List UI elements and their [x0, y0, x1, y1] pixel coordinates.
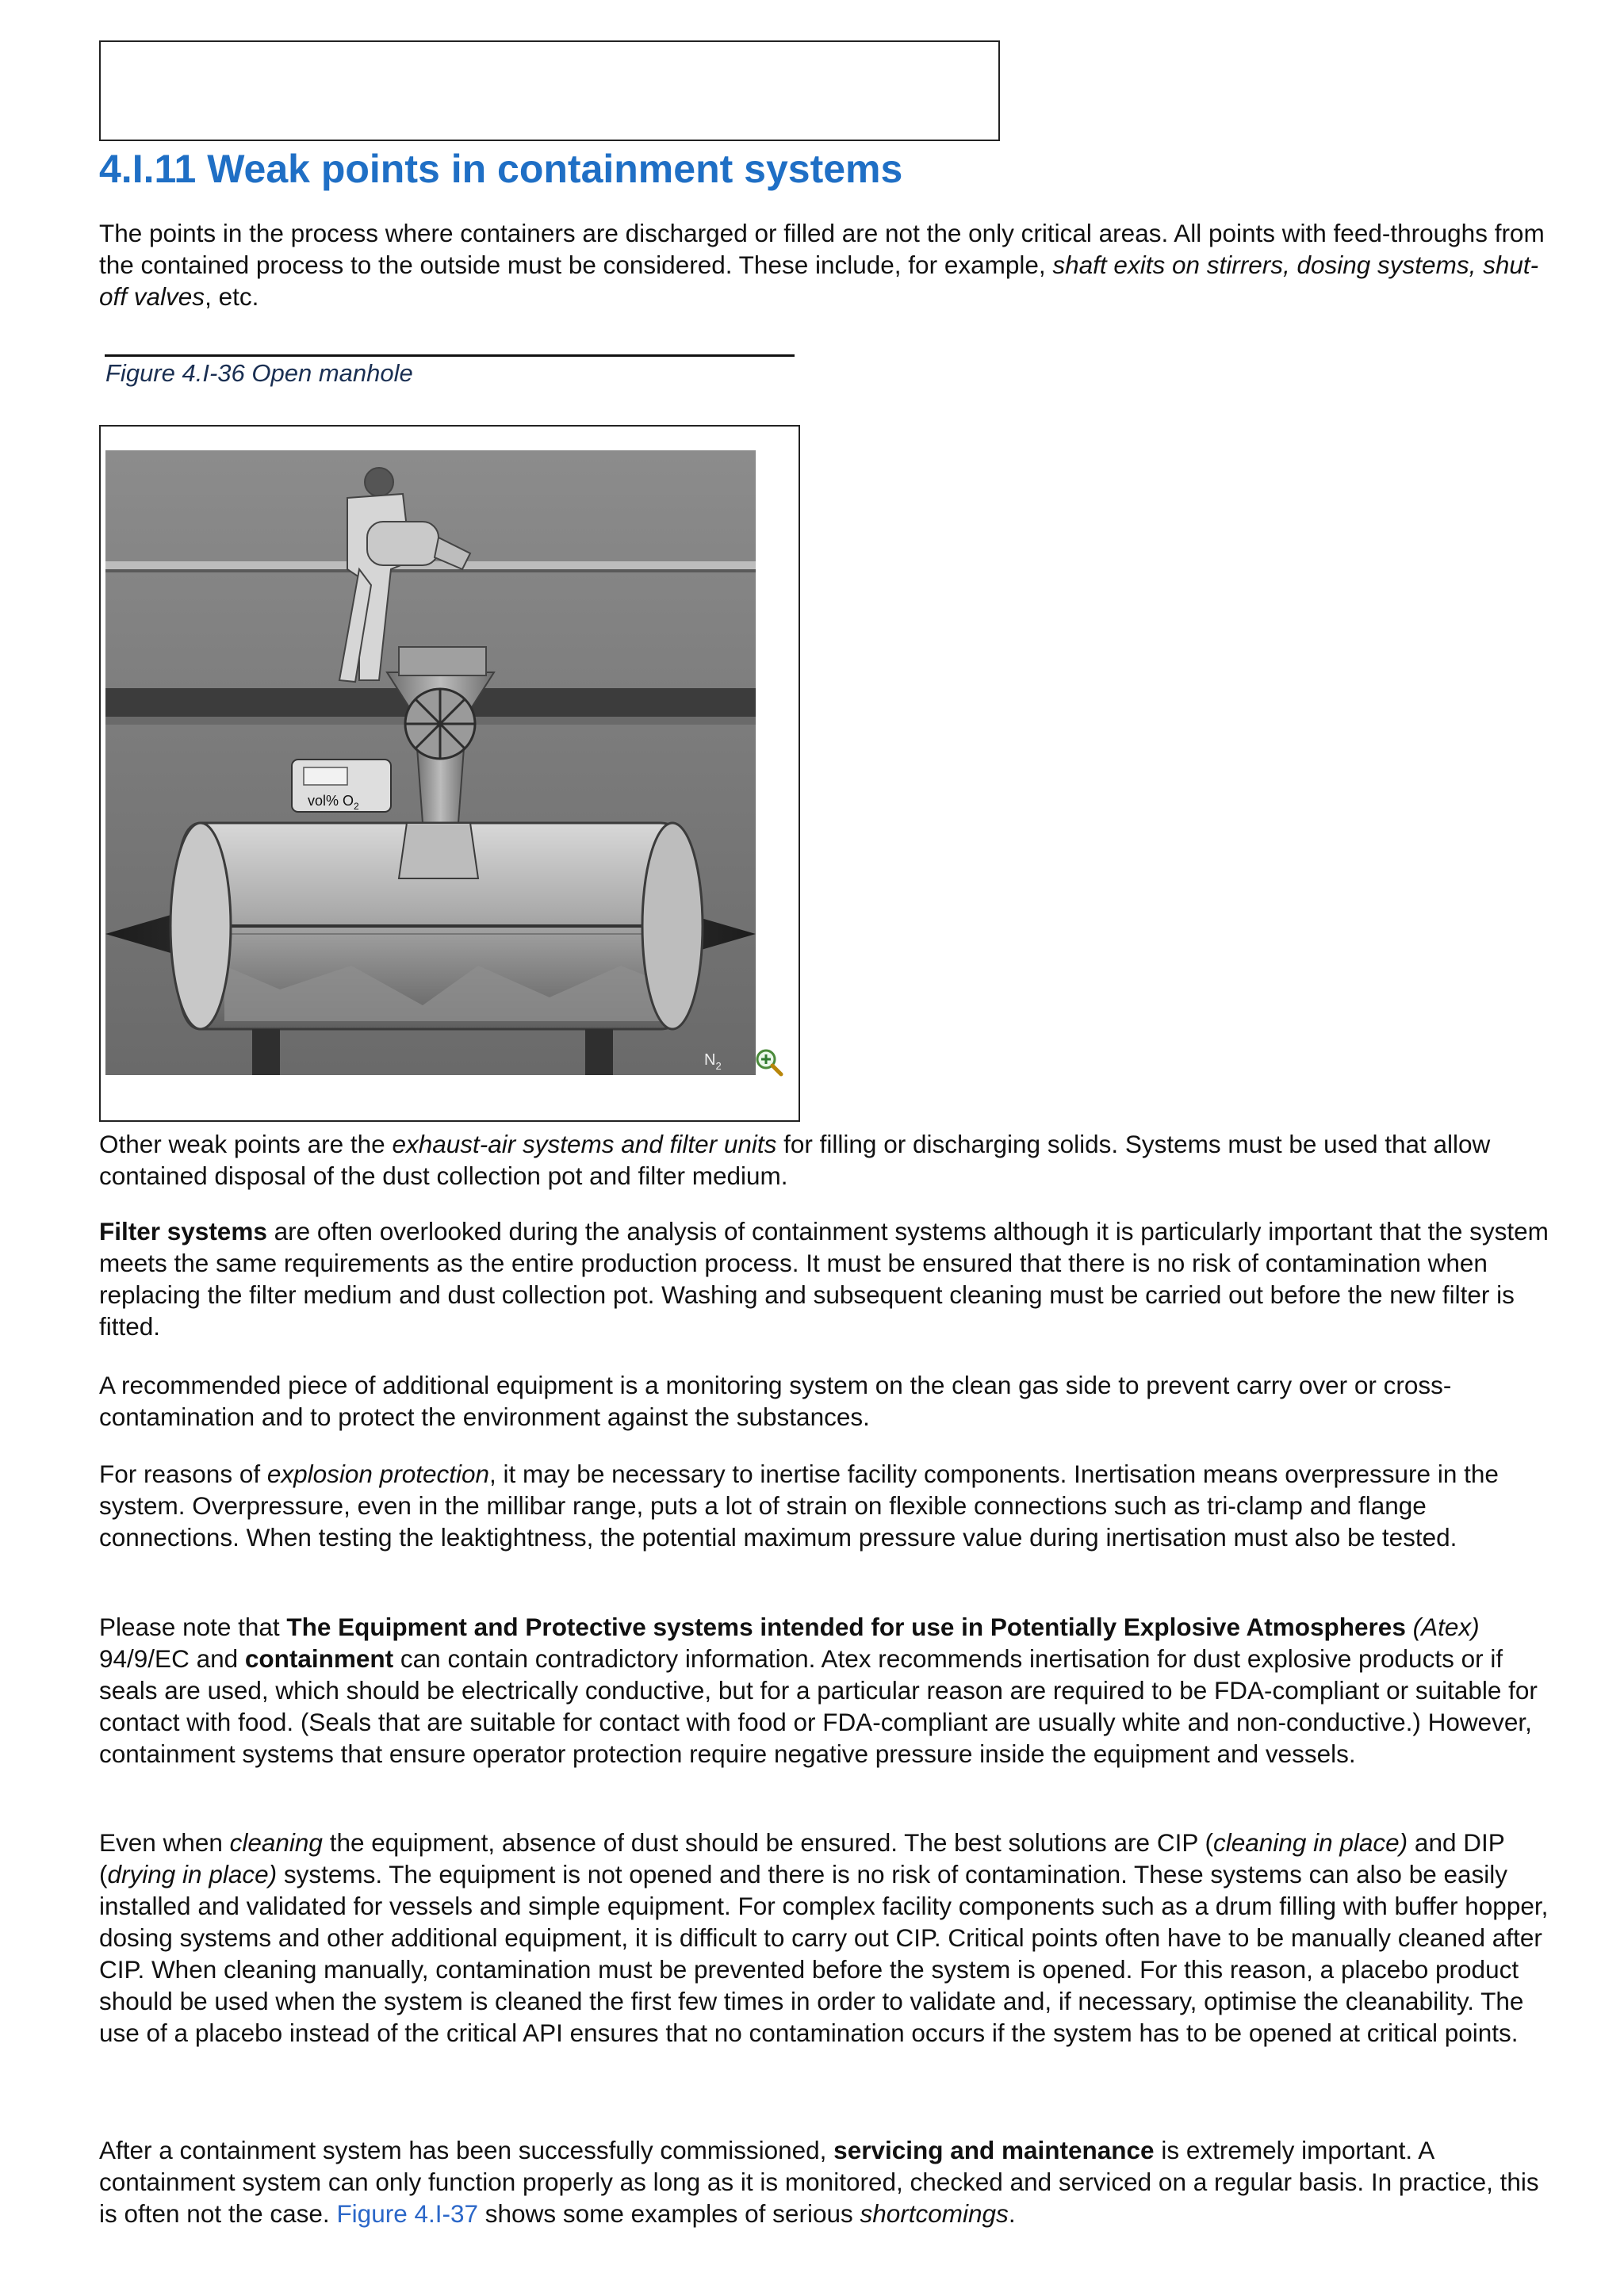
open-manhole-illustration — [105, 450, 797, 1077]
figure-frame — [99, 425, 800, 1122]
paragraph-exhaust-air: Other weak points are the exhaust-air systems and filter units for filling or discharging solids. Systems must be used that allow contained disposal of the dust collection pot and filter medium. — [99, 1130, 1491, 1190]
header-box — [99, 40, 1000, 141]
svg-text:vol% O2: vol% $O_2$ — [308, 793, 359, 812]
figure-caption: Figure 4.I-36 Open manhole — [105, 359, 413, 387]
paragraph-filter-systems: Filter systems are often overlooked during the analysis of containment systems although it is particularly important that the system meets the same requirements as the entire production process. It must be ensured that there is no risk of contamination when replacing the filter medium and dust collection pot. Washing and subsequent cleaning must be carried out before the new filter is fitted. — [99, 1217, 1549, 1341]
caption-rule — [105, 354, 795, 357]
fan-rotor — [405, 689, 475, 759]
svg-text:N2: $N_2$ — [704, 1051, 722, 1072]
paragraph-explosion-protection: For reasons of explosion protection, it may be necessary to inertise facility components. Inertisation means overpressure in the system. Overpressure, even in the millibar range, puts a lot of strain on flexible connections such as tri-clamp and flange connections. When testing the leaktightness, the potential maximum pressure value during inertisation must also be tested. — [99, 1460, 1499, 1552]
intro-paragraph: The points in the process where containers are discharged or filled are not the only critical areas. All points with feed-throughs from the contained process to the outside must be considered. These include, for example, shaft exits on stirrers, dosing systems, shut-off valves, etc. — [99, 219, 1545, 311]
paragraph-cleaning: Even when cleaning the equipment, absence of dust should be ensured. The best solutions are CIP (cleaning in place) and DIP (drying in place) systems. The equipment is not opened and there is no risk of contamination. These systems can also be easily installed and validated for vessels and simple equipment. For complex facility components such as a drum filling with buffer hopper, dosing systems and other additional equipment, it is difficult to carry out CIP. Critical points often have to be manually cleaned after CIP. When cleaning manually, contamination must be prevented before the system is opened. For this reason, a placebo product should be used when the system is cleaned the first few times in order to validate and, if necessary, optimise the cleanability. The use of a placebo instead of the critical API ensures that no contamination occurs if the system has to be opened at critical points. — [99, 1828, 1549, 2047]
figure-4-i-37-link[interactable]: Figure 4.I-37 — [336, 2199, 479, 2228]
section-title: 4.I.11 Weak points in containment systems — [99, 147, 903, 191]
paragraph-atex: Please note that The Equipment and Protective systems intended for use in Potentially Explosive Atmospheres (Atex) 94/9/EC and containment can contain contradictory information. Atex recommends inertisation for dust explosive products or if seals are used, which should be electrically conductive, but for a particular reason are required to be FDA-compliant or suitable for contact with food. (Seals that are suitable for contact with food or FDA-compliant are usually white and non-conductive.) However, containment systems that ensure operator protection require negative pressure inside the equipment and vessels. — [99, 1613, 1538, 1768]
paragraph-monitoring: A recommended piece of additional equipment is a monitoring system on the clean gas side to prevent carry over or cross-contamination and to protect the environment against the substances. — [99, 1371, 1452, 1431]
zoom-in-icon[interactable] — [753, 1047, 785, 1078]
paragraph-servicing: After a containment system has been successfully commissioned, servicing and maintenance is extremely important. A containment system can only function properly as long as it is monitored, checked and serviced on a regular basis. In practice, this is often not the case. Figure 4.I-37 shows some examples of serious shortcomings. — [99, 2136, 1539, 2228]
